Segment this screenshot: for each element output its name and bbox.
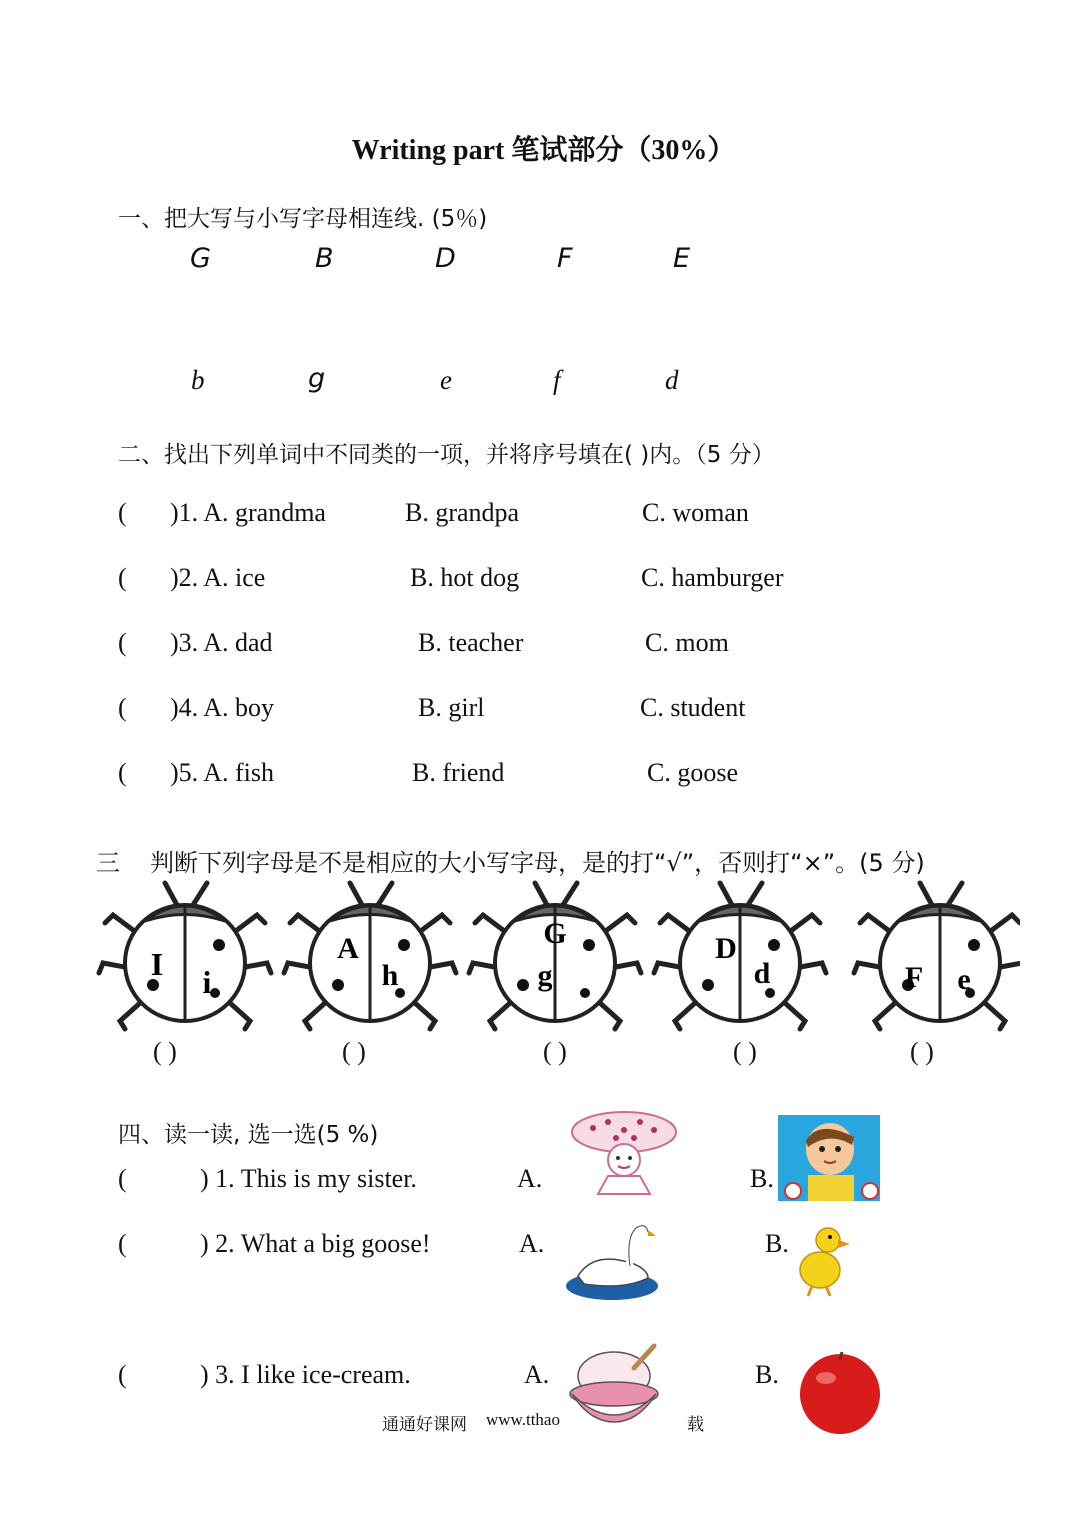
ladybug-5 (854, 883, 1020, 1029)
girl-with-hat-icon (568, 1108, 680, 1196)
bug-small-letter: g (537, 959, 553, 992)
footer-site-name: 通通好课网 (382, 1415, 467, 1435)
duckling-icon (794, 1222, 854, 1300)
answer-box[interactable]: ( ) (153, 1037, 177, 1066)
answer-box[interactable]: ( ) (543, 1037, 567, 1066)
question-3: )3. A. dad (170, 628, 273, 657)
bug-small-letter: d (753, 957, 771, 990)
lower-letter: e (440, 365, 452, 395)
option-b: B. (755, 1360, 779, 1389)
upper-letter: F (557, 243, 573, 274)
ice-cream-bowl-icon (568, 1340, 664, 1426)
option-c: C. student (640, 693, 746, 722)
lower-letter: g (308, 363, 326, 394)
bug-small-letter: e (957, 963, 971, 996)
option-c: C. hamburger (641, 563, 784, 592)
ladybug-1 (99, 883, 271, 1029)
option-b: B. (750, 1164, 774, 1193)
upper-letter: D (435, 243, 456, 274)
option-b: B. hot dog (410, 563, 520, 592)
option-b: B. teacher (418, 628, 524, 657)
ladybug-4 (654, 883, 826, 1029)
swan-icon (564, 1220, 660, 1302)
question-4: )4. A. boy (170, 693, 274, 722)
apple-icon (794, 1348, 886, 1434)
upper-letter: E (673, 243, 691, 274)
answer-paren: ( (118, 1164, 127, 1193)
page-title: Writing part 笔试部分（30%） (351, 135, 736, 166)
lower-letter: b (191, 365, 205, 395)
bug-big-letter: A (337, 932, 359, 965)
option-a: A. (519, 1229, 545, 1258)
option-c: C. mom (645, 628, 729, 657)
option-b: B. (765, 1229, 789, 1258)
answer-paren: ( (118, 758, 127, 787)
ladybug-2 (284, 883, 456, 1029)
upper-letter: B (315, 243, 334, 274)
question-1: )1. A. grandma (170, 498, 326, 527)
lower-letter: d (665, 365, 679, 395)
option-b: B. friend (412, 758, 505, 787)
question-1: ) 1. This is my sister. (200, 1164, 417, 1193)
footer-url: www.tthao (486, 1410, 560, 1429)
option-a: A. (524, 1360, 550, 1389)
answer-paren: ( (118, 628, 127, 657)
option-b: B. girl (418, 693, 485, 722)
option-b: B. grandpa (405, 498, 520, 527)
upper-letter: G (190, 243, 211, 274)
boy-icon (778, 1115, 880, 1201)
footer-suffix: 载 (687, 1415, 704, 1435)
answer-paren: ( (118, 563, 127, 592)
answer-box[interactable]: ( ) (910, 1037, 934, 1066)
bug-big-letter: G (543, 917, 567, 950)
bug-big-letter: F (904, 961, 924, 994)
ladybug-3 (469, 883, 641, 1029)
answer-box[interactable]: ( ) (733, 1037, 757, 1066)
answer-paren: ( (118, 1360, 127, 1389)
answer-paren: ( (118, 1229, 127, 1258)
section1-heading: 一、把大写与小写字母相连线. (5％) (118, 206, 488, 232)
option-c: C. goose (647, 758, 738, 787)
section2-heading: 二、找出下列单词中不同类的一项，并将序号填在( )内。（5 分） (118, 442, 775, 468)
answer-box[interactable]: ( ) (342, 1037, 366, 1066)
question-3: ) 3. I like ice-cream. (200, 1360, 411, 1389)
question-5: )5. A. fish (170, 758, 274, 787)
question-2: ) 2. What a big goose! (200, 1229, 431, 1258)
section3-heading: 判断下列字母是不是相应的大小写字母，是的打“√”，否则打“×”。(5 分) (150, 849, 925, 877)
section4-heading: 四、读一读, 选一选(5 %) (118, 1122, 379, 1148)
bug-small-letter: h (381, 959, 399, 992)
bug-big-letter: D (715, 932, 737, 965)
option-a: A. (517, 1164, 543, 1193)
section3-prefix: 三 (96, 849, 120, 877)
question-2: )2. A. ice (170, 563, 266, 592)
option-c: C. woman (642, 498, 749, 527)
lower-letter: f (553, 365, 561, 395)
answer-paren: ( (118, 498, 127, 527)
bug-small-letter: i (202, 964, 212, 1000)
answer-paren: ( (118, 693, 127, 722)
bug-big-letter: I (150, 946, 164, 982)
